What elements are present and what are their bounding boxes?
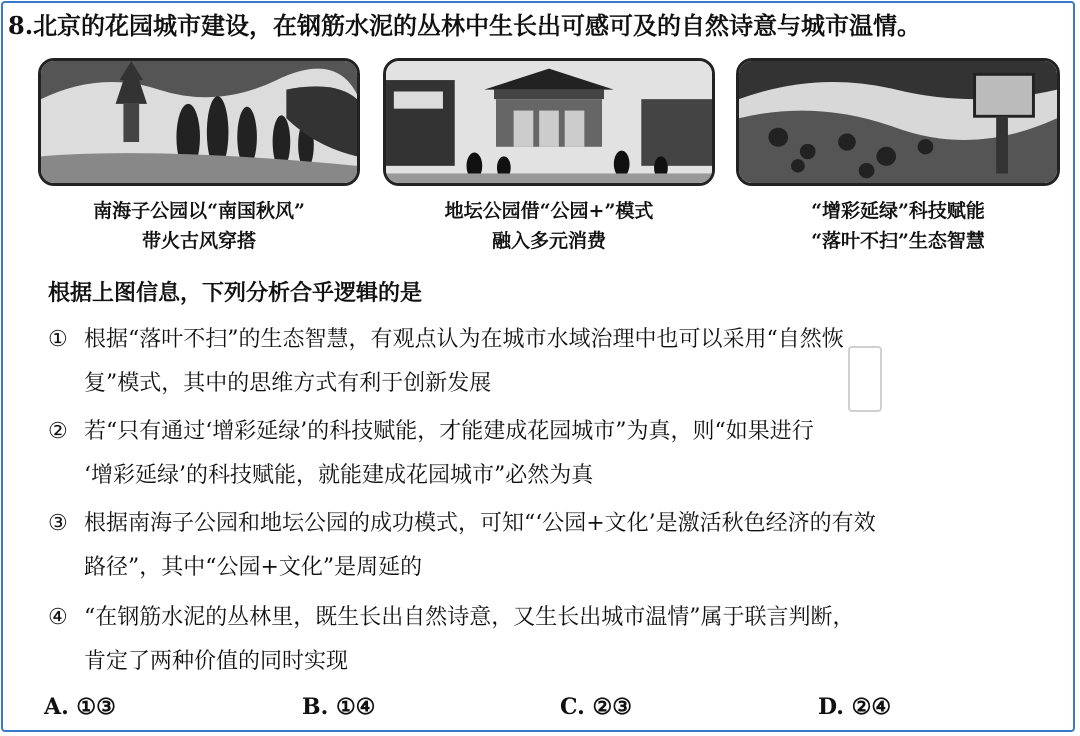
choice-b[interactable] xyxy=(302,694,375,720)
choice-value: ①③ xyxy=(76,694,116,720)
caption-ditan xyxy=(383,196,715,256)
caption-line: “增彩延绿”科技赋能 xyxy=(811,200,985,222)
question-title xyxy=(8,6,921,41)
choice-d[interactable] xyxy=(818,694,891,720)
choice-a[interactable] xyxy=(44,694,116,720)
seal-watermark xyxy=(848,346,882,412)
caption-line: 地坛公园借“公园+”模式 xyxy=(444,200,654,222)
option-marker: ④ xyxy=(48,605,68,630)
choice-letter: A. xyxy=(44,694,69,720)
option-line: 肯定了两种价值的同时实现 xyxy=(84,649,349,674)
caption-line: “落叶不扫”生态智慧 xyxy=(811,230,985,252)
caption-line: 融入多元消费 xyxy=(491,230,606,252)
question-stem: 根据上图信息，下列分析合乎逻辑的是 xyxy=(48,280,423,306)
choice-value: ②③ xyxy=(592,694,632,720)
option-line: 若“只有通过‘增彩延绿’的科技赋能，才能建成花园城市”为真，则“如果进行 xyxy=(84,419,814,444)
choice-c[interactable] xyxy=(560,694,632,720)
option-marker: ③ xyxy=(48,511,68,536)
question-text: 北京的花园城市建设，在钢筋水泥的丛林中生长出可感可及的自然诗意与城市温情。 xyxy=(33,11,922,40)
photo-nanhaizi-park xyxy=(38,58,360,186)
option-line: 根据南海子公园和地坛公园的成功模式，可知“‘公园+文化’是激活秋色经济的有效 xyxy=(84,511,876,536)
option-line: ‘增彩延绿’的科技赋能，就能建成花园城市”必然为真 xyxy=(84,463,594,488)
option-4 xyxy=(48,596,1058,684)
caption-nanhaizi xyxy=(38,196,360,256)
caption-line: 南海子公园以“南国秋风” xyxy=(93,200,305,222)
choice-value: ①④ xyxy=(335,694,376,720)
caption-line: 带火古风穿搭 xyxy=(141,230,256,252)
choice-letter: B. xyxy=(302,694,329,720)
option-1 xyxy=(48,318,1058,406)
option-3 xyxy=(48,502,1058,590)
caption-leaves xyxy=(736,196,1060,256)
option-marker: ① xyxy=(48,327,68,352)
option-marker: ② xyxy=(48,419,68,444)
option-line: “在钢筋水泥的丛林里，既生长出自然诗意，又生长出城市温情”属于联言判断， xyxy=(84,605,855,630)
option-2 xyxy=(48,410,1058,498)
choice-value: ②④ xyxy=(851,694,892,720)
option-line: 路径”，其中“公园+文化”是周延的 xyxy=(84,555,423,580)
choice-letter: C. xyxy=(560,694,585,720)
choice-letter: D. xyxy=(818,694,844,720)
option-line: 复”模式，其中的思维方式有利于创新发展 xyxy=(84,371,492,396)
question-number: 8. xyxy=(8,11,34,40)
option-line: 根据“落叶不扫”的生态智慧，有观点认为在城市水域治理中也可以采用“自然恢 xyxy=(84,327,844,352)
photo-ditan-park xyxy=(383,58,715,186)
photo-fallen-leaves xyxy=(736,58,1060,186)
